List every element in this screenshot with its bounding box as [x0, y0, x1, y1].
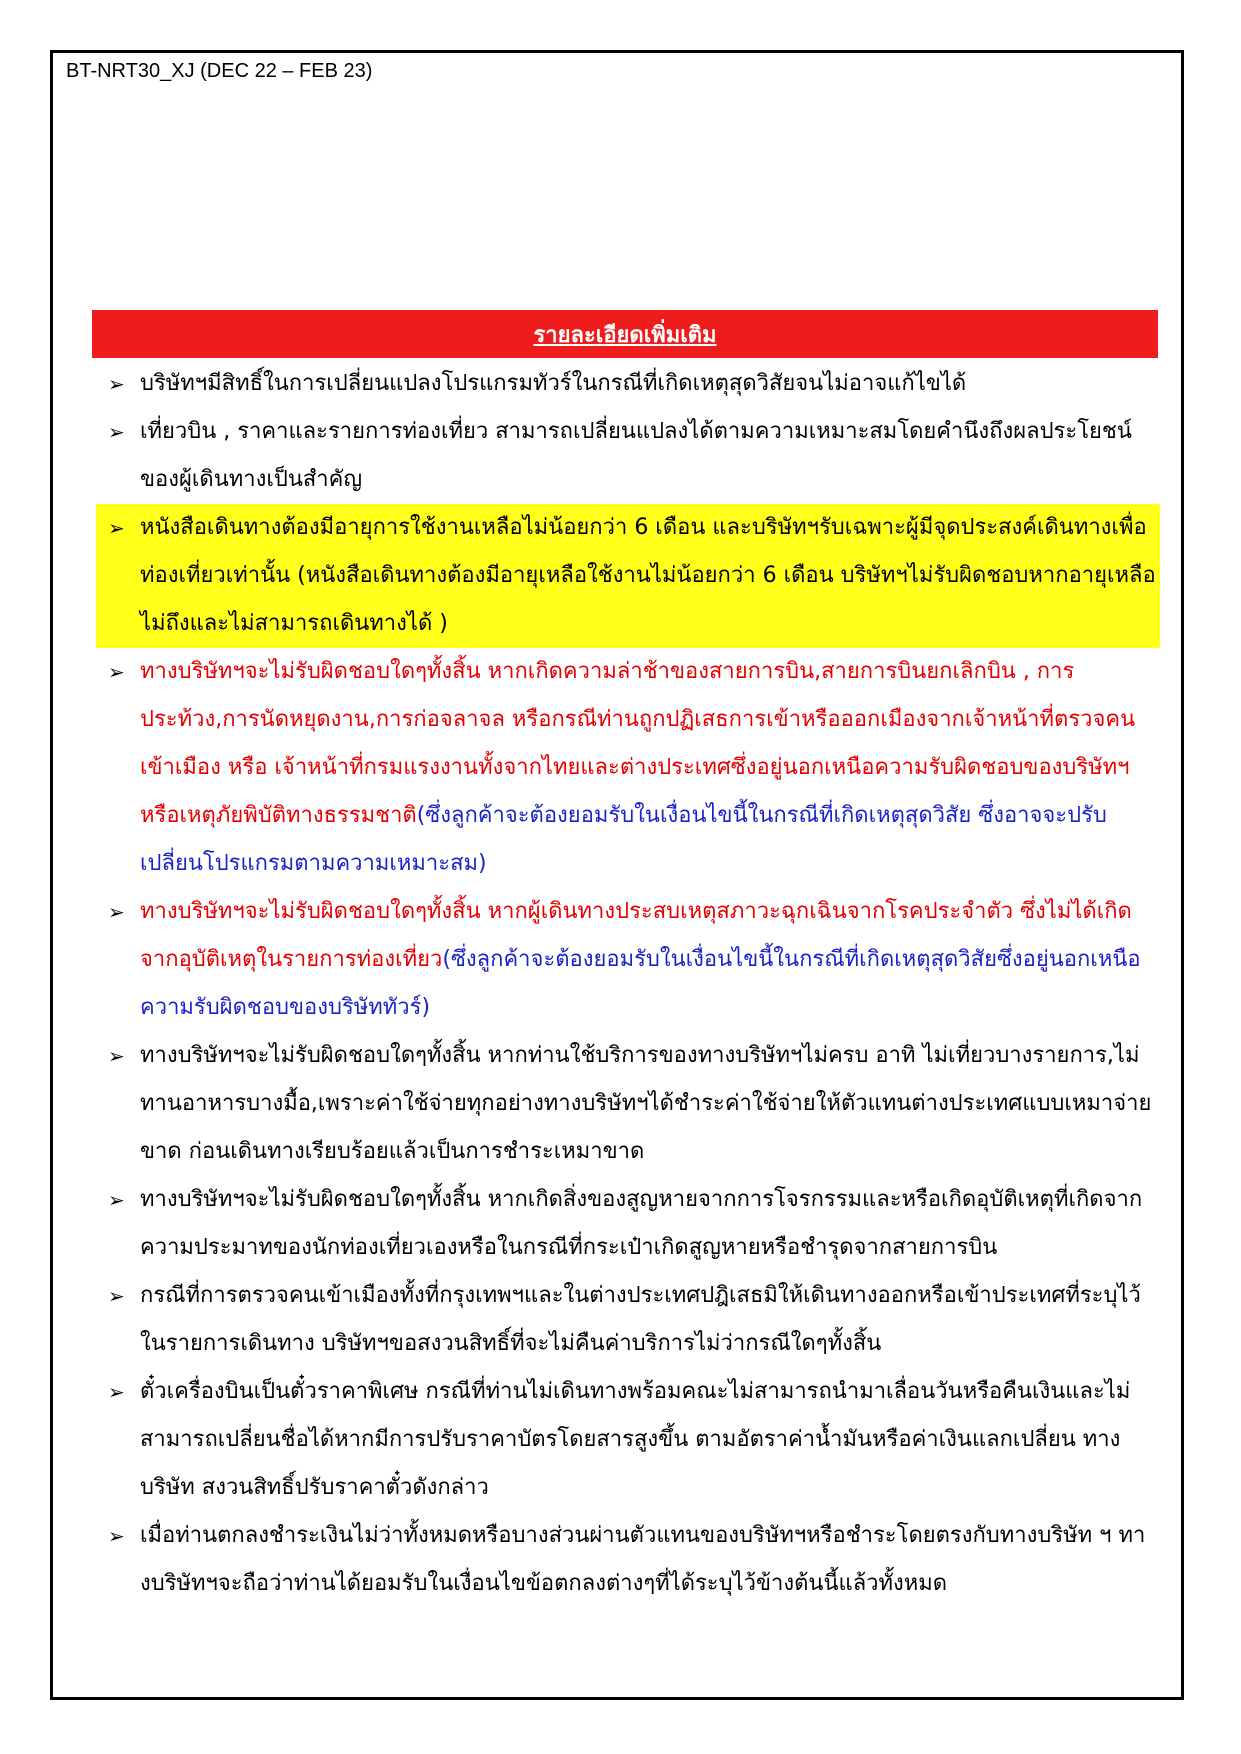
item-text-blue: (ซึ่งลูกค้าจะต้องยอมรับในเงื่อนไขนี้ในกรณีที่เกิดเหตุสุดวิสัย ซึ่งอาจจะปรับเปลี่ยนโปรแกรมตามความเหมาะสม): [140, 803, 1107, 876]
item-text: เที่ยวบิน , ราคาและรายการท่องเที่ยว สามารถเปลี่ยนแปลงได้ตามความเหมาะสมโดยคำนึงถึงผลประโยชน์ของผู้เดินทางเป็นสำคัญ: [140, 419, 1132, 492]
item-text-red: ทางบริษัทฯจะไม่รับผิดชอบใดๆทั้งสิ้น หากเกิดความล่าช้าของสายการบิน,สายการบินยกเลิกบิน , การประท้วง,การนัดหยุดงาน,การก่อจลาจล หรือกรณีท่านถูกปฏิเสธการเข้าหรือออกเมืองจากเจ้าหน้าที่ตรวจคนเข้าเมือง หรือ เจ้าหน้าที่กรมแรงงานทั้งจากไทยและต่างประเทศซึ่งอยู่นอกเหนือความรับผิดชอบของบริษัทฯหรือเหตุภัยพิบัติทางธรรมชาติ: [140, 659, 1136, 828]
item-text: บริษัทฯมีสิทธิ์ในการเปลี่ยนแปลงโปรแกรมทัวร์ในกรณีที่เกิดเหตุสุดวิสัยจนไม่อาจแก้ไขได้: [140, 371, 967, 396]
list-item: [96, 1368, 1160, 1512]
arrow-bullet-icon: ➢: [108, 660, 125, 684]
arrow-bullet-icon: ➢: [108, 420, 125, 444]
list-item: [96, 1176, 1160, 1272]
arrow-bullet-icon: ➢: [108, 1044, 125, 1068]
terms-list: [96, 360, 1160, 1608]
item-text-blue: (ซึ่งลูกค้าจะต้องยอมรับในเงื่อนไขนี้ในกรณีที่เกิดเหตุสุดวิสัยซึ่งอยู่นอกเหนือความรับผิดชอบของบริษัททัวร์): [140, 947, 1141, 1020]
list-item: [96, 888, 1160, 1032]
arrow-bullet-icon: ➢: [108, 1284, 125, 1308]
section-title: รายละเอียดเพิ่มเติม: [533, 322, 717, 348]
arrow-bullet-icon: ➢: [108, 516, 125, 540]
list-item: [96, 408, 1160, 504]
list-item: [96, 1512, 1160, 1608]
arrow-bullet-icon: ➢: [108, 1380, 125, 1404]
item-text: กรณีที่การตรวจคนเข้าเมืองทั้งที่กรุงเทพฯและในต่างประเทศปฎิเสธมิให้เดินทางออกหรือเข้าประเทศที่ระบุไว้ในรายการเดินทาง บริษัทฯขอสงวนสิทธิ์ที่จะไม่คืนค่าบริการไม่ว่ากรณีใดๆทั้งสิ้น: [140, 1283, 1141, 1356]
document-code: BT-NRT30_XJ (DEC 22 – FEB 23): [66, 60, 373, 82]
list-item-highlighted: [96, 504, 1160, 648]
list-item: [96, 1272, 1160, 1368]
item-text: หนังสือเดินทางต้องมีอายุการใช้งานเหลือไม่น้อยกว่า 6 เดือน และบริษัทฯรับเฉพาะผู้มีจุดประสงค์เดินทางเพื่อท่องเที่ยวเท่านั้น (หนังสือเดินทางต้องมีอายุเหลือใช้งานไม่น้อยกว่า 6 เดือน บริษัทฯไม่รับผิดชอบหากอายุเหลือไม่ถึงและไม่สามารถเดินทางได้ ): [140, 515, 1156, 636]
item-text-red: ทางบริษัทฯจะไม่รับผิดชอบใดๆทั้งสิ้น หากผู้เดินทางประสบเหตุสภาวะฉุกเฉินจากโรคประจำตัว ซึ่งไม่ได้เกิดจากอุบัติเหตุในรายการท่องเที่ยว: [140, 899, 1132, 972]
arrow-bullet-icon: ➢: [108, 1524, 125, 1548]
list-item: [96, 360, 1160, 408]
arrow-bullet-icon: ➢: [108, 372, 125, 396]
list-item: [96, 1032, 1160, 1176]
list-item: [96, 648, 1160, 888]
section-header-bar: [92, 310, 1158, 358]
item-text: ทางบริษัทฯจะไม่รับผิดชอบใดๆทั้งสิ้น หากเกิดสิ่งของสูญหายจากการโจรกรรมและหรือเกิดอุบัติเหตุที่เกิดจากความประมาทของนักท่องเที่ยวเองหรือในกรณีที่กระเป๋าเกิดสูญหายหรือชำรุดจากสายการบิน: [140, 1187, 1143, 1260]
item-text: ทางบริษัทฯจะไม่รับผิดชอบใดๆทั้งสิ้น หากท่านใช้บริการของทางบริษัทฯไม่ครบ อาทิ ไม่เที่ยวบางรายการ,ไม่ทานอาหารบางมื้อ,เพราะค่าใช้จ่ายทุกอย่างทางบริษัทฯได้ชำระค่าใช้จ่ายให้ตัวแทนต่างประเทศแบบเหมาจ่ายขาด ก่อนเดินทางเรียบร้อยแล้วเป็นการชำระเหมาขาด: [140, 1043, 1152, 1164]
arrow-bullet-icon: ➢: [108, 900, 125, 924]
arrow-bullet-icon: ➢: [108, 1188, 125, 1212]
item-text: เมื่อท่านตกลงชำระเงินไม่ว่าทั้งหมดหรือบางส่วนผ่านตัวแทนของบริษัทฯหรือชำระโดยตรงกับทางบริษัท ฯ ทางบริษัทฯจะถือว่าท่านได้ยอมรับในเงื่อนไขข้อตกลงต่างๆที่ได้ระบุไว้ข้างต้นนี้แล้วทั้งหมด: [140, 1523, 1146, 1596]
item-text: ตั๋วเครื่องบินเป็นตั๋วราคาพิเศษ กรณีที่ท่านไม่เดินทางพร้อมคณะไม่สามารถนำมาเลื่อนวันหรือคืนเงินและไม่สามารถเปลี่ยนชื่อได้หากมีการปรับราคาบัตรโดยสารสูงขึ้น ตามอัตราค่าน้ำมันหรือค่าเงินแลกเปลี่ยน ทางบริษัท สงวนสิทธิ์ปรับราคาตั๋วดังกล่าว: [140, 1379, 1131, 1500]
